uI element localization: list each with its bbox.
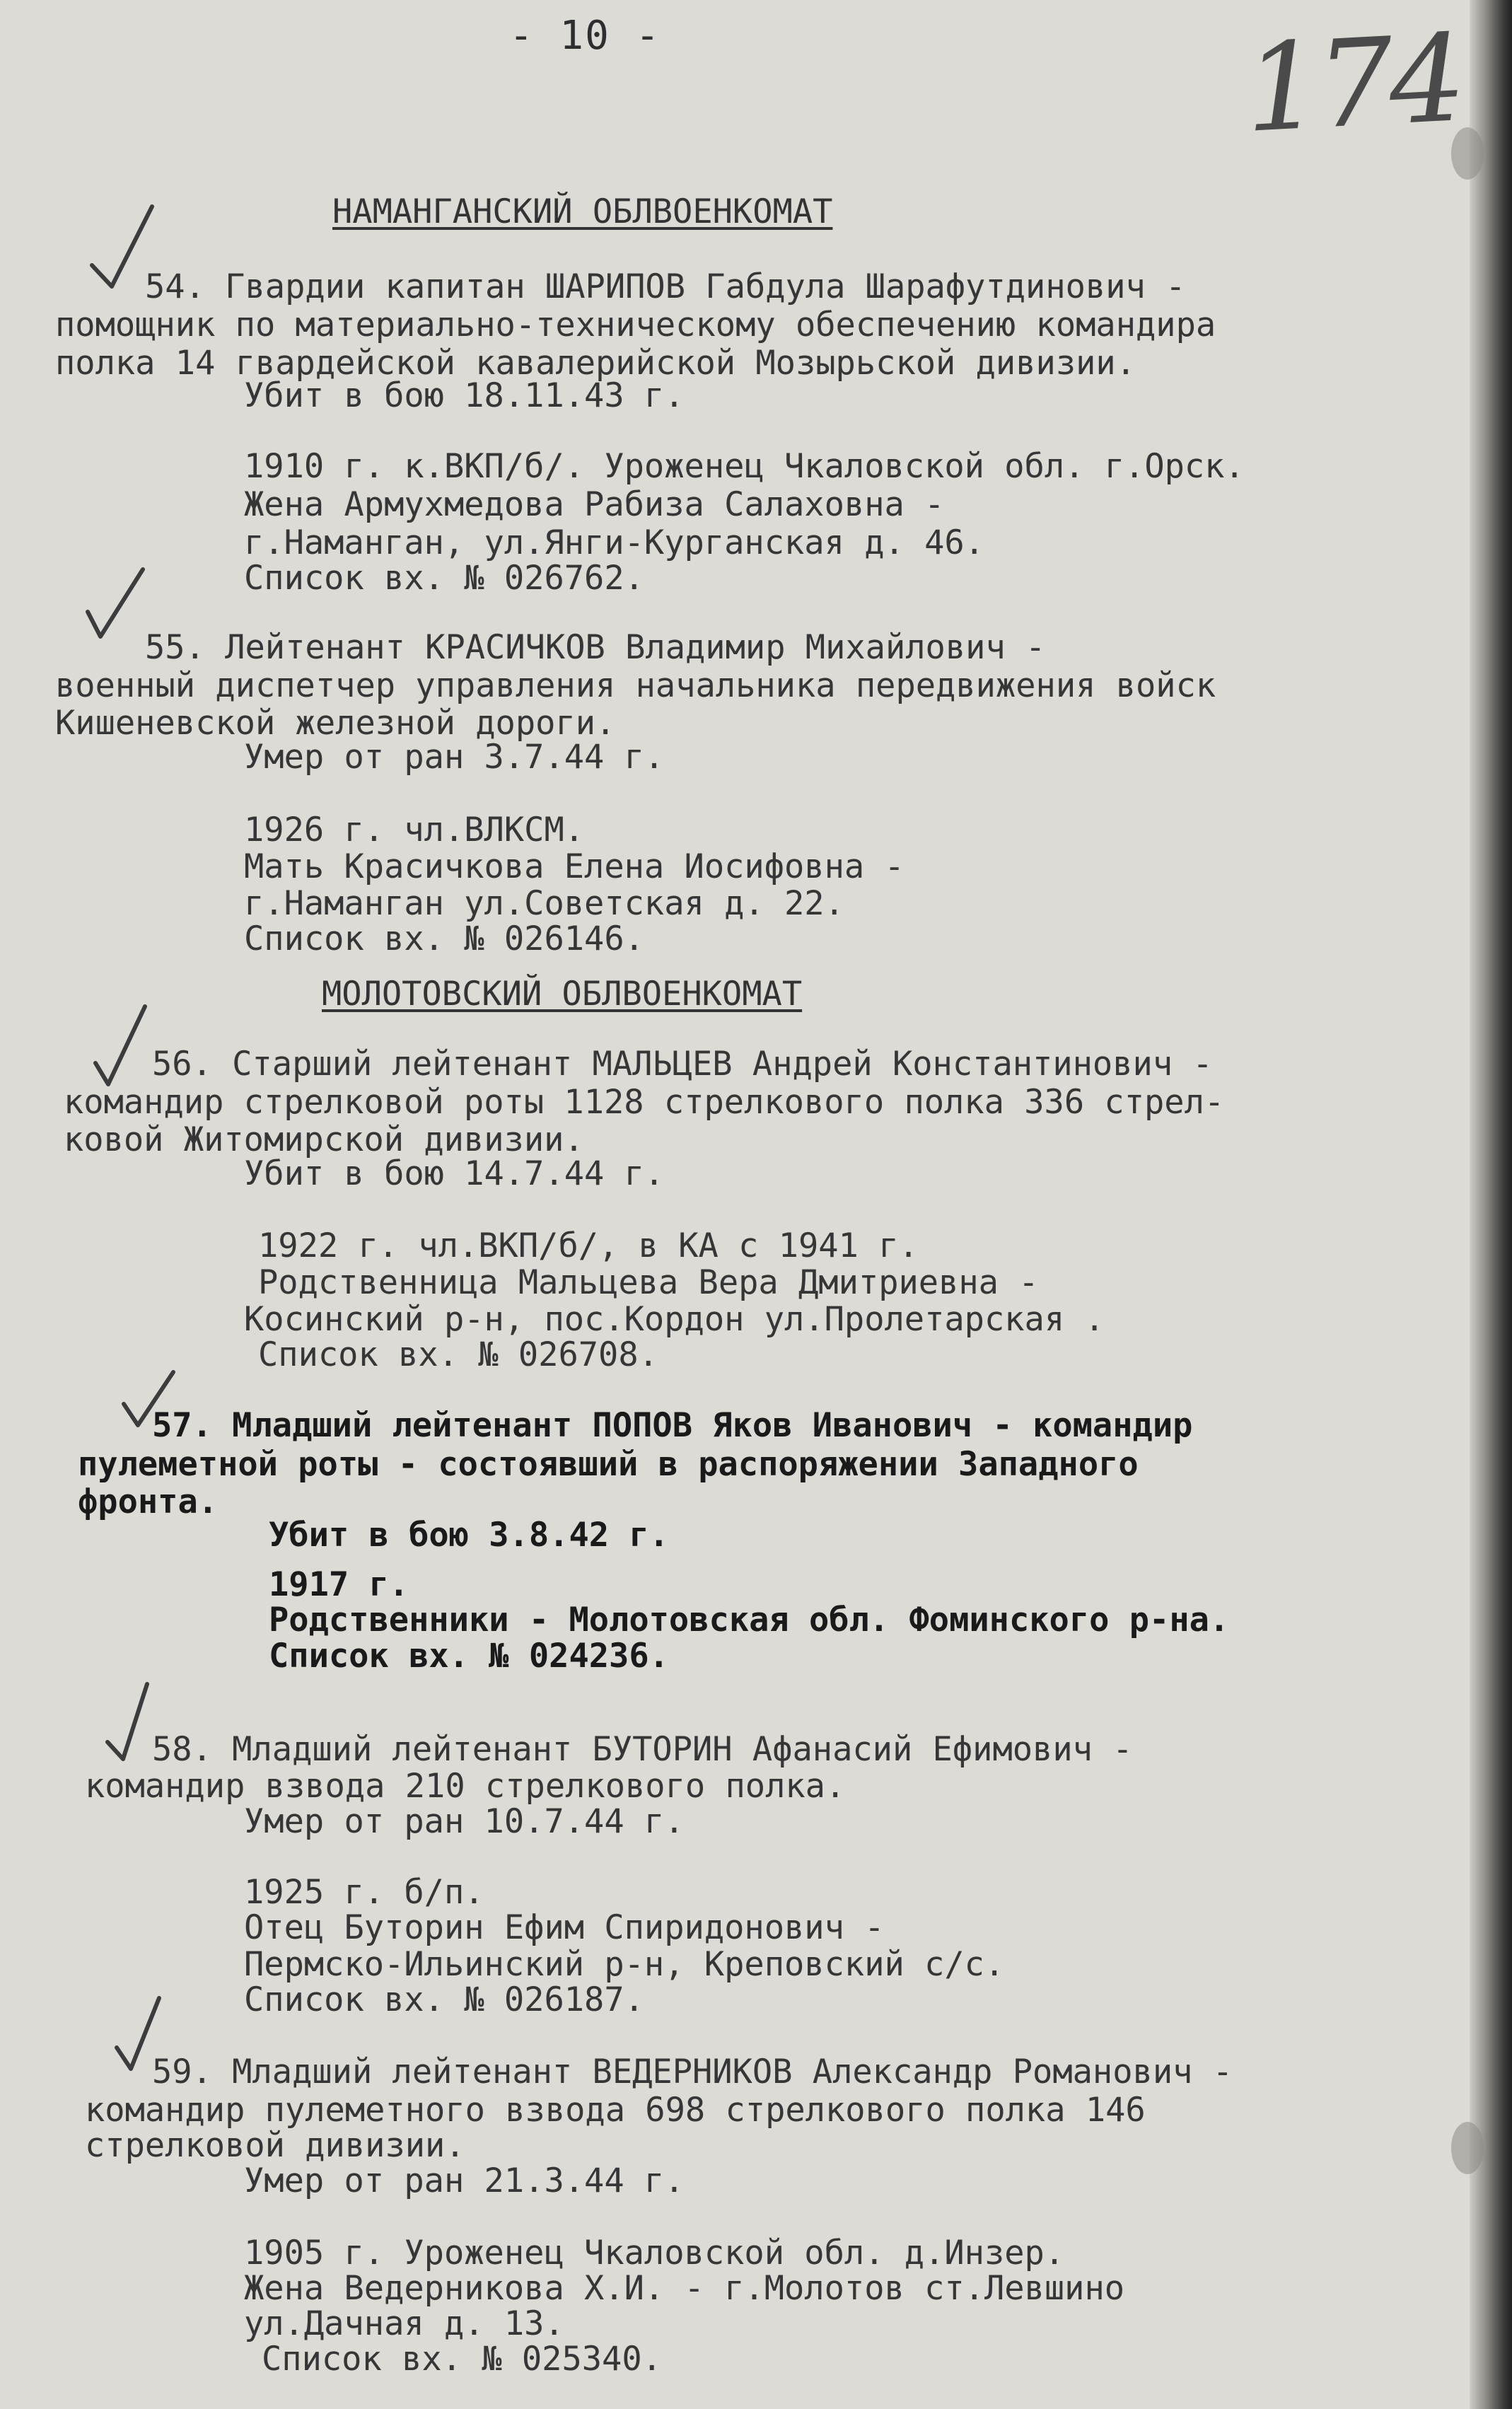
entry-line: военный диспетчер управления начальника передвижения войск xyxy=(55,666,1216,705)
entry-line: Пермско-Ильинский р-н, Креповский с/с. xyxy=(244,1945,1005,1984)
entry-line: Умер от ран 21.3.44 г. xyxy=(244,2161,685,2200)
entry-line: командир взвода 210 стрелкового полка. xyxy=(85,1767,846,1806)
entry-line: 1926 г. чл.ВЛКСМ. xyxy=(244,811,585,849)
page-number: - 10 - xyxy=(509,13,661,59)
entry-line: г.Наманган, ул.Янги-Курганская д. 46. xyxy=(244,523,984,562)
entry-line: Список вх. № 026708. xyxy=(258,1335,658,1374)
entry-line: Кишеневской железной дороги. xyxy=(55,704,616,743)
entry-line: Отец Буторин Ефим Спиридонович - xyxy=(244,1908,885,1947)
entry-line: Жена Ведерникова Х.И. - г.Молотов ст.Левшино xyxy=(244,2269,1125,2308)
entry-line: командир пулеметного взвода 698 стрелкового полка 146 xyxy=(85,2091,1146,2130)
entry-line: стрелковой дивизии. xyxy=(85,2126,465,2165)
section-heading-namangan: НАМАНГАНСКИЙ ОБЛВОЕНКОМАТ xyxy=(332,192,833,231)
entry-line: полка 14 гвардейской кавалерийской Мозырьской дивизии. xyxy=(55,344,1136,383)
entry-line: 59. Младший лейтенант ВЕДЕРНИКОВ Александр Романович - xyxy=(152,2053,1233,2091)
entry-line: Список вх. № 024236. xyxy=(269,1637,669,1676)
entry-line: 1910 г. к.ВКП/б/. Уроженец Чкаловской обл. г.Орск. xyxy=(244,447,1245,486)
entry-line: 1905 г. Уроженец Чкаловской обл. д.Инзер. xyxy=(244,2234,1065,2272)
entry-line: 58. Младший лейтенант БУТОРИН Афанасий Ефимович - xyxy=(152,1730,1133,1769)
entry-line: Список вх. № 026146. xyxy=(244,919,644,958)
entry-line: Косинский р-н, пос.Кордон ул.Пролетарская . xyxy=(244,1300,1105,1339)
binder-hole xyxy=(1451,2122,1484,2174)
entry-line: 55. Лейтенант КРАСИЧКОВ Владимир Михайлович - xyxy=(145,628,1046,667)
entry-line: ул.Дачная д. 13. xyxy=(244,2304,564,2343)
entry-line: Список вх. № 026187. xyxy=(244,1980,644,2019)
entry-56 xyxy=(0,778,1512,1374)
entry-line: 1917 г. xyxy=(269,1565,409,1604)
entry-line: Список вх. № 025340. xyxy=(262,2340,662,2379)
entry-line: Убит в бою 18.11.43 г. xyxy=(244,376,685,415)
entry-57 xyxy=(0,1167,1512,1676)
archive-sheet-number: 174 xyxy=(1241,8,1465,160)
entry-line: ковой Житомирской дивизии. xyxy=(64,1120,584,1159)
entry-line: Умер от ран 3.7.44 г. xyxy=(244,738,665,777)
page-edge-shadow xyxy=(1470,0,1512,2409)
entry-line: 54. Гвардии капитан ШАРИПОВ Габдула Шарафутдинович - xyxy=(145,267,1186,306)
entry-line: командир стрелковой роты 1128 стрелкового полка 336 стрел- xyxy=(64,1083,1225,1122)
entry-58 xyxy=(0,1517,1512,2019)
entry-line: помощник по материально-техническому обеспечению командира xyxy=(55,306,1216,344)
entry-line: пулеметной роты - состоявший в распоряжении Западного xyxy=(78,1445,1139,1484)
entry-line: Умер от ран 10.7.44 г. xyxy=(244,1802,685,1841)
entry-line: г.Наманган ул.Советская д. 22. xyxy=(244,884,844,923)
entry-line: Убит в бою 14.7.44 г. xyxy=(244,1154,665,1193)
entry-line: Жена Армухмедова Рабиза Салаховна - xyxy=(244,485,945,524)
section-heading-molotov: МОЛОТОВСКИЙ ОБЛВОЕНКОМАТ xyxy=(322,975,803,1014)
entry-line: 1922 г. чл.ВКП/б/, в КА с 1941 г. xyxy=(258,1226,919,1265)
entry-line: 57. Младший лейтенант ПОПОВ Яков Иванович - командир xyxy=(152,1406,1193,1445)
entry-line: фронта. xyxy=(78,1482,219,1521)
entry-line: Мать Красичкова Елена Иосифовна - xyxy=(244,847,905,886)
entry-line: 1925 г. б/п. xyxy=(244,1873,484,1912)
entry-line: Родственники - Молотовская обл. Фоминского р-на. xyxy=(269,1601,1230,1639)
entry-line: Убит в бою 3.8.42 г. xyxy=(269,1516,669,1555)
entry-line: Список вх. № 026762. xyxy=(244,559,644,598)
entry-line: 56. Старший лейтенант МАЛЬЦЕВ Андрей Константинович - xyxy=(152,1045,1213,1084)
entry-line: Родственница Мальцева Вера Дмитриевна - xyxy=(258,1263,1039,1302)
